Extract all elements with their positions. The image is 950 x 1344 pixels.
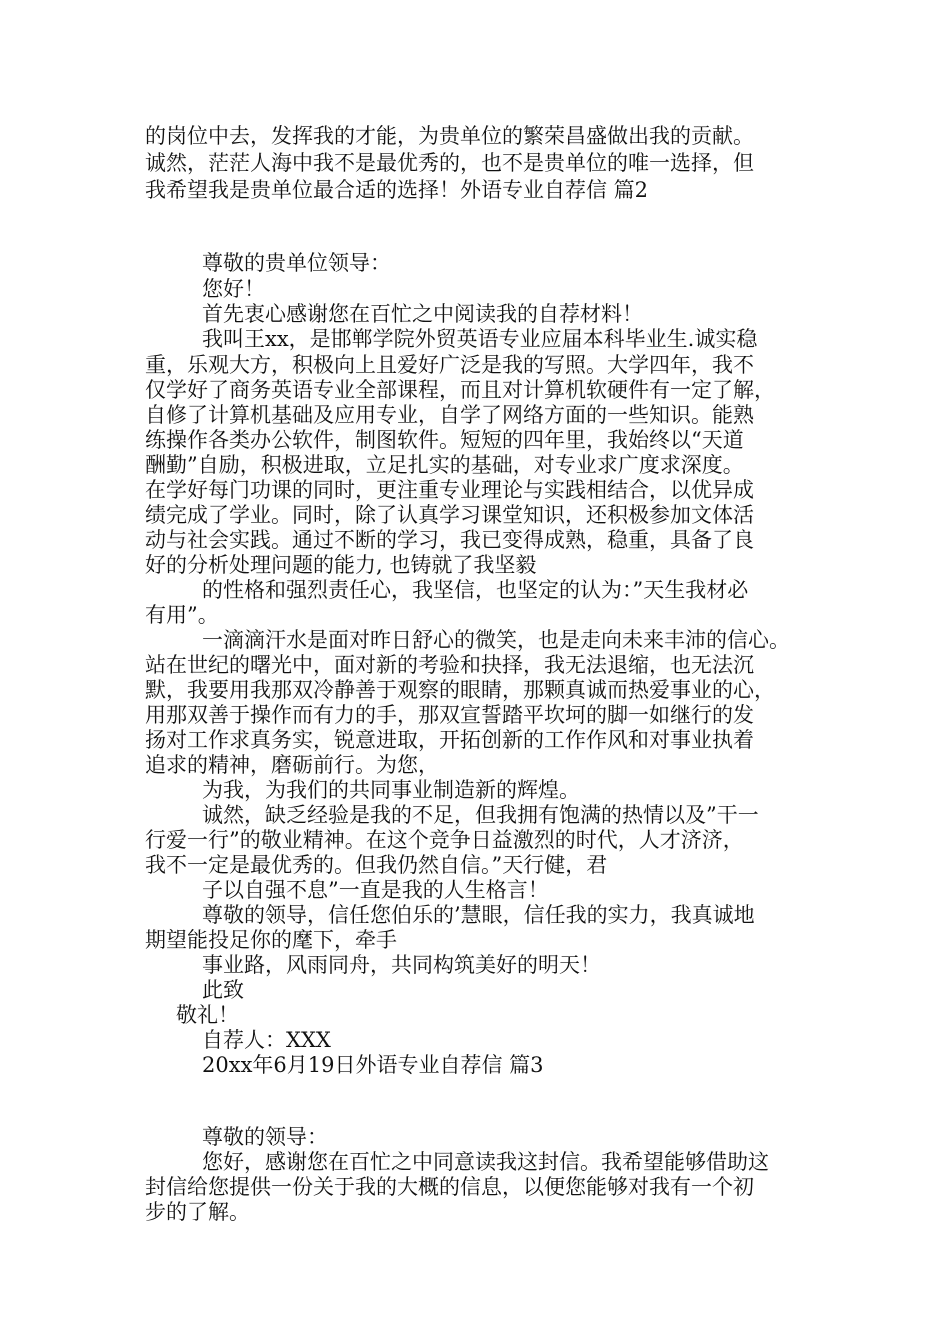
text-line: 我希望我是贵单位最合适的选择！外语专业自荐信 篇2 <box>145 178 649 202</box>
text-line: 诚然，缺乏经验是我的不足，但我拥有饱满的热情以及”干一 <box>202 803 759 827</box>
closing-salute: 敬礼！ <box>176 1003 239 1027</box>
text-line: 的性格和强烈责任心，我坚信，也坚定的认为：”天生我材必 <box>202 578 749 602</box>
text-line: 用那双善于操作而有力的手，那双宣誓踏平坎坷的脚一如继行的发 <box>145 703 754 727</box>
closing-line: 此致 <box>202 978 244 1002</box>
text-line: 酬勤”自励，积极进取，立足扎实的基础，对专业求广度求深度。 <box>145 453 744 477</box>
text-line: 封信给您提供一份关于我的大概的信息，以便您能够对我有一个初 <box>145 1175 754 1199</box>
signature-line: 自荐人：XXX <box>202 1028 331 1052</box>
text-line: 行爱一行”的敬业精神。在这个竞争日益激烈的时代，人才济济， <box>145 828 744 852</box>
text-line: 步的了解。 <box>145 1200 250 1224</box>
text-line: 练操作各类办公软件，制图软件。短短的四年里，我始终以“天道 <box>145 428 744 452</box>
salutation: 尊敬的贵单位领导： <box>202 251 391 275</box>
text-line: 追求的精神，磨砺前行。为您， <box>145 753 439 777</box>
text-line: 站在世纪的曙光中，面对新的考验和抉择，我无法退缩，也无法沉 <box>145 653 754 677</box>
text-line: 动与社会实践。通过不断的学习，我已变得成熟，稳重，具备了良 <box>145 528 754 552</box>
text-line: 您好，感谢您在百忙之中同意读我这封信。我希望能够借助这 <box>202 1150 769 1174</box>
text-line: 尊敬的领导，信任您伯乐的’慧眼，信任我的实力，我真诚地 <box>202 903 755 927</box>
text-line: 事业路，风雨同舟，共同构筑美好的明天！ <box>202 953 601 977</box>
text-line: 的岗位中去，发挥我的才能，为贵单位的繁荣昌盛做出我的贡献。 <box>145 124 754 148</box>
text-line: 扬对工作求真务实，锐意进取，开拓创新的工作作风和对事业执着 <box>145 728 754 752</box>
text-line: 为我，为我们的共同事业制造新的辉煌。 <box>202 778 580 802</box>
text-line: 我不一定是最优秀的。但我仍然自信。”天行健，君 <box>145 853 608 877</box>
text-line: 绩完成了学业。同时，除了认真学习课堂知识，还积极参加文体活 <box>145 503 754 527</box>
text-line: 首先衷心感谢您在百忙之中阅读我的自荐材料！ <box>202 302 643 326</box>
date-line: 20xx年6月19日外语专业自荐信 篇3 <box>202 1053 544 1077</box>
text-line: 期望能投足你的麾下，牵手 <box>145 928 397 952</box>
text-line: 仅学好了商务英语专业全部课程，而且对计算机软硬件有一定了解， <box>145 378 775 402</box>
text-line: 子以自强不息”一直是我的人生格言！ <box>202 878 549 902</box>
text-line: 自修了计算机基础及应用专业，自学了网络方面的一些知识。能熟 <box>145 403 754 427</box>
text-line: 在学好每门功课的同时，更注重专业理论与实践相结合，以优异成 <box>145 478 754 502</box>
text-line: 默，我要用我那双冷静善于观察的眼睛，那颗真诚而热爱事业的心， <box>145 678 775 702</box>
text-line: 好的分析处理问题的能力, 也铸就了我坚毅 <box>145 553 537 577</box>
text-line: 诚然，茫茫人海中我不是最优秀的，也不是贵单位的唯一选择，但 <box>145 151 754 175</box>
greeting: 您好！ <box>202 277 265 301</box>
text-line: 重，乐观大方，积极向上且爱好广泛是我的写照。大学四年，我不 <box>145 353 754 377</box>
text-line: 有用”。 <box>145 603 219 627</box>
text-line: 我叫王xx，是邯郸学院外贸英语专业应届本科毕业生.诚实稳 <box>202 327 758 351</box>
text-line: 一滴滴汗水是面对昨日舒心的微笑，也是走向未来丰沛的信心。 <box>202 628 790 652</box>
salutation: 尊敬的领导： <box>202 1125 328 1149</box>
